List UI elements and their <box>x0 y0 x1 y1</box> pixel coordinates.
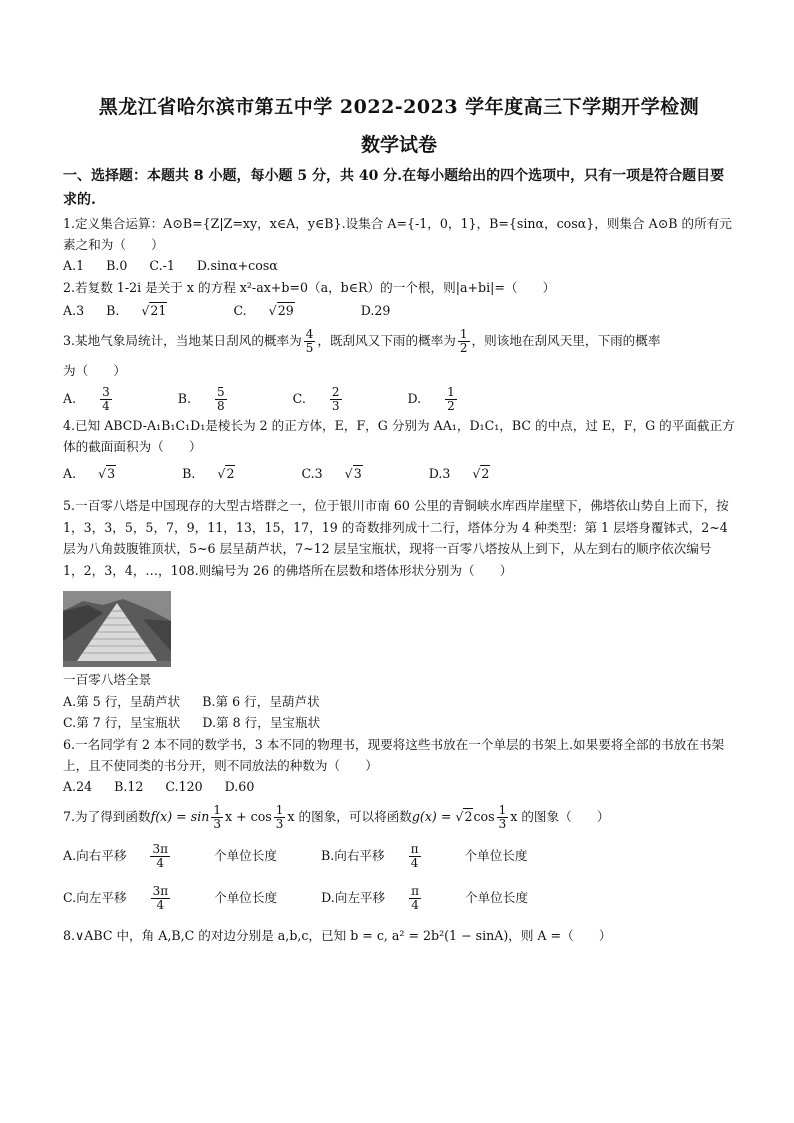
q7-frac-f1-den: 3 <box>213 817 221 831</box>
exam-subtitle: 数学试卷 <box>360 134 437 156</box>
q7-option-a-den: 4 <box>156 856 165 870</box>
question-1-options <box>63 255 735 276</box>
question-8-stem: 8.∨ABC 中，角 A,B,C 的对边分别是 a,b,c，已知 b = c, a² = 2b²(1 − sinA)，则 A =（ ） <box>63 928 612 943</box>
q7-option-a-tail: 个单位长度 <box>214 848 277 863</box>
question-7-stem <box>63 799 735 835</box>
q7-option-d-label: D.向左平移 <box>321 890 386 905</box>
q4-option-a <box>63 466 160 481</box>
question-5-options-row1 <box>63 691 735 712</box>
q4-option-d-label: D.3 <box>428 466 451 481</box>
q5-option-b: B.第 6 行，呈葫芦状 <box>202 694 320 709</box>
q7-option-d-frac <box>409 885 443 912</box>
q4-option-d <box>429 466 535 481</box>
q7-option-b-den: 4 <box>410 856 419 870</box>
q4-option-b-sqrt: √2 <box>217 466 235 481</box>
q7-frac-g <box>497 804 509 831</box>
q7-function-f: f(x) = sin <box>150 809 210 824</box>
q4-option-a-label: A. <box>63 466 77 481</box>
q7-option-c-frac <box>151 885 193 912</box>
q3-option-d-label: D. <box>407 391 422 406</box>
q7-stem-part-c: x 的图象（ ） <box>510 809 610 824</box>
q2-option-b-sqrt: √21 <box>141 303 167 318</box>
question-4-options <box>63 457 735 491</box>
question-2-options <box>63 298 735 324</box>
q2-option-c-radicand: 29 <box>277 303 294 318</box>
q7-option-b-label: B.向右平移 <box>320 848 385 863</box>
q3-option-d-denominator: 2 <box>447 399 455 413</box>
q3-option-c <box>292 385 386 413</box>
q7-g-sqrt: √2 <box>455 809 473 824</box>
q4-option-a-radicand: 3 <box>107 466 116 481</box>
q7-g-radicand: 2 <box>464 809 473 824</box>
question-4-stem: 4.已知 ABCD-A₁B₁C₁D₁是棱长为 2 的正方体，E，F，G 分别为 AA₁，D₁C₁，BC 的中点，过 E，F，G 的平面截正方体的截面面积为（ ） <box>63 418 735 454</box>
q3-option-b-frac <box>215 386 249 413</box>
q3-frac2-numerator: 1 <box>459 327 468 341</box>
q7-frac-g-num: 1 <box>498 803 507 817</box>
q7-option-a-num: 3π <box>152 842 169 856</box>
q2-option-b-label: B. <box>106 303 120 318</box>
q3-option-a-label: A. <box>63 391 77 406</box>
q7-function-g: g(x) = <box>411 809 456 824</box>
q7-option-a-frac <box>150 843 192 870</box>
q3-stem-part-c: ，则该地在刮风天里，下雨的概率 <box>471 333 661 348</box>
exam-page <box>63 94 735 951</box>
q7-option-b-num: π <box>410 842 419 856</box>
q3-option-d-numerator: 1 <box>447 385 455 399</box>
question-3-stem-end: 为（ ） <box>63 363 126 378</box>
question-5-options-row2 <box>63 712 735 733</box>
q3-stem-part-b: ，既刮风又下雨的概率为 <box>317 333 456 348</box>
question-7-options-row2 <box>63 877 735 919</box>
q6-option-c: C.120 <box>165 779 203 794</box>
question-5-stem: 5.一百零八塔是中国现存的大型古塔群之一，位于银川市南 60 公里的青铜峡水库西岸崖壁下，佛塔依山势自上而下，按 1，3，3，5，5，7，9，11，13，15，17，19 的奇数排列成十二行，塔体分为 4 种类型：第 1 层塔身覆钵式，2~4 层为八角鼓腹锥顶状，5~6 层呈葫芦状，7~12 层呈宝瓶状，现将一百零八塔按从上到下，从左到右的顺序依次编号 1，2，3，4，…，108.则编号为 26 的佛塔所在层数和塔体形状分别为（ ） <box>63 498 729 578</box>
q7-frac-g-den: 3 <box>498 817 507 831</box>
q3-fraction-rain <box>458 328 470 355</box>
q3-option-c-frac <box>330 386 364 413</box>
q4-option-b-label: B. <box>182 466 196 481</box>
q7-option-c-label: C.向左平移 <box>63 890 127 905</box>
pagoda-photo <box>63 591 171 667</box>
q4-option-b-radicand: 2 <box>226 466 235 481</box>
q7-option-c-num: 3π <box>152 884 169 898</box>
q7-g-cos: cos <box>473 809 495 824</box>
q3-option-b-denominator: 8 <box>217 399 225 413</box>
q3-option-c-label: C. <box>292 391 306 406</box>
q2-option-c-label: C. <box>233 303 247 318</box>
q7-frac-f2 <box>274 804 286 831</box>
q3-frac2-denominator: 2 <box>459 341 468 355</box>
q2-option-b-radicand: 21 <box>150 303 167 318</box>
q7-stem-part-b: x 的图象，可以将函数 <box>287 809 412 824</box>
q3-option-d-frac <box>445 386 479 413</box>
q3-option-c-denominator: 3 <box>331 399 340 413</box>
photo-caption: 一百零八塔全景 <box>63 672 152 687</box>
q4-option-d-sqrt: √2 <box>472 466 490 481</box>
q7-frac-f2-num: 1 <box>275 803 284 817</box>
question-1-stem: 1.定义集合运算：A⊙B={Z|Z=xy，x∈A，y∈B}.设集合 A={-1，0，1}，B={sinα，cosα}，则集合 A⊙B 的所有元素之和为（ ） <box>63 216 732 252</box>
q7-option-c <box>63 884 299 912</box>
q3-option-a-denominator: 4 <box>102 399 110 413</box>
q6-option-a: A.24 <box>63 779 93 794</box>
q1-option-c: C.-1 <box>149 258 175 273</box>
q3-stem-part-a: 3.某地气象局统计，当地某日刮风的概率为 <box>63 333 302 348</box>
q2-option-c <box>233 303 338 318</box>
q2-option-c-sqrt: √29 <box>268 303 294 318</box>
q7-option-d <box>321 884 550 912</box>
q7-option-d-tail: 个单位长度 <box>465 890 528 905</box>
q4-option-d-radicand: 2 <box>481 466 490 481</box>
section-heading: 一、选择题：本题共 8 小题，每小题 5 分，共 40 分.在每小题给出的四个选项中，只有一项是符合题目要求的. <box>63 168 725 208</box>
q7-option-a <box>63 842 299 870</box>
q7-frac-f1 <box>211 804 223 831</box>
q3-option-b <box>177 385 271 413</box>
q7-option-d-den: 4 <box>411 898 419 912</box>
q5-option-a: A.第 5 行，呈葫芦状 <box>63 694 181 709</box>
q7-option-b <box>320 842 550 870</box>
q4-option-c-sqrt: √3 <box>344 466 362 481</box>
q3-option-b-label: B. <box>177 391 192 406</box>
question-7-options-row1 <box>63 835 735 877</box>
q3-option-c-numerator: 2 <box>331 385 340 399</box>
question-2-stem: 2.若复数 1-2i 是关于 x 的方程 x²-ax+b=0（a，b∈R）的一个根，则|a+bi|=（ ） <box>63 280 556 295</box>
q1-option-d: D.sinα+cosα <box>196 258 278 273</box>
q7-option-b-tail: 个单位长度 <box>464 848 528 863</box>
q4-option-c-radicand: 3 <box>353 466 362 481</box>
q3-frac1-denominator: 5 <box>305 341 314 355</box>
q3-option-a <box>63 385 156 413</box>
q7-option-c-den: 4 <box>156 898 165 912</box>
q4-option-c-label: C.3 <box>301 466 323 481</box>
question-6-stem: 6.一名同学有 2 本不同的数学书，3 本不同的物理书，现要将这些书放在一个单层的书架上.如果要将全部的书放在书架上，且不使同类的书分开，则不同放法的种数为（ ） <box>63 737 725 773</box>
q7-frac-f1-num: 1 <box>213 803 221 817</box>
exam-title: 黑龙江省哈尔滨市第五中学 2022-2023 学年度高三下学期开学检测 <box>98 96 700 118</box>
q1-option-a: A.1 <box>63 258 85 273</box>
q7-option-d-num: π <box>411 884 419 898</box>
question-3-options <box>63 384 735 414</box>
q6-option-b: B.12 <box>114 779 144 794</box>
q2-option-b <box>106 303 211 318</box>
question-6-options <box>63 776 735 797</box>
q3-option-b-numerator: 5 <box>217 385 225 399</box>
q3-option-a-numerator: 3 <box>102 385 110 399</box>
q7-option-b-frac <box>409 843 443 870</box>
q7-option-c-tail: 个单位长度 <box>214 890 278 905</box>
q1-option-b: B.0 <box>106 258 128 273</box>
q7-stem-mid: x + cos <box>225 809 272 824</box>
q7-stem-part-a: 7.为了得到函数 <box>63 809 151 824</box>
q6-option-d: D.60 <box>224 779 255 794</box>
q4-option-a-sqrt: √3 <box>98 466 116 481</box>
q3-frac1-numerator: 4 <box>305 327 314 341</box>
q5-option-d: D.第 8 行，呈宝瓶状 <box>202 715 321 730</box>
q3-fraction-wind <box>304 328 316 355</box>
q2-option-a: A.3 <box>63 303 85 318</box>
q3-option-a-frac <box>100 386 134 413</box>
q7-frac-f2-den: 3 <box>275 817 284 831</box>
q7-option-a-label: A.向右平移 <box>63 848 127 863</box>
q3-option-d <box>407 385 501 413</box>
q2-option-d: D.29 <box>360 303 391 318</box>
q5-option-c: C.第 7 行，呈宝瓶状 <box>63 715 181 730</box>
q4-option-c <box>301 466 406 481</box>
q4-option-b <box>182 466 279 481</box>
question-3-stem <box>63 325 735 357</box>
